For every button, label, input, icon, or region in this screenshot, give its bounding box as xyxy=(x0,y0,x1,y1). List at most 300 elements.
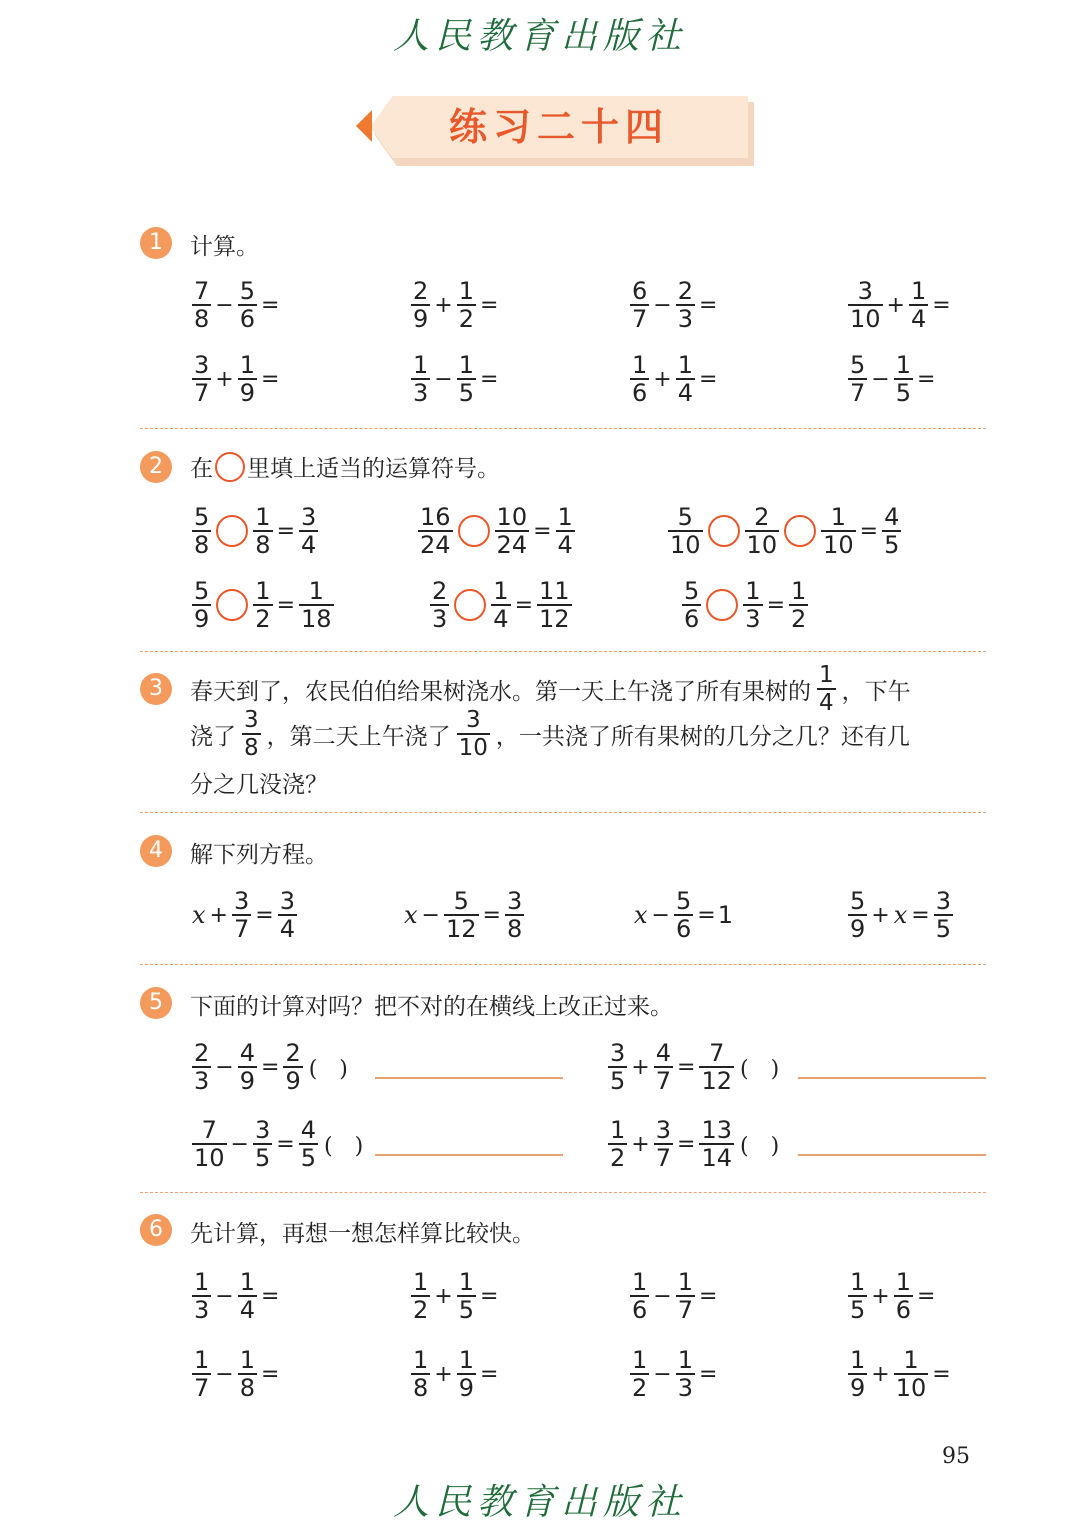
fraction xyxy=(745,504,780,558)
numerator: 1 xyxy=(458,1346,474,1374)
operator: + xyxy=(886,292,905,318)
operator: + xyxy=(871,1361,890,1387)
fraction xyxy=(537,578,572,632)
question-3-line-3: 分之几没浇？ xyxy=(190,772,328,798)
exercise-title-banner xyxy=(356,96,756,168)
calc-expression xyxy=(409,277,500,333)
operator: + xyxy=(871,902,890,928)
numerator: 2 xyxy=(432,577,448,605)
fraction xyxy=(253,1117,272,1171)
fraction xyxy=(894,352,913,406)
calc-expression xyxy=(190,1268,281,1324)
operator: − xyxy=(215,1054,234,1080)
operator: + xyxy=(434,1361,453,1387)
numerator: 3 xyxy=(506,887,523,915)
numerator: 3 xyxy=(254,1116,271,1144)
fraction xyxy=(654,1117,673,1171)
numerator: 1 xyxy=(413,1268,429,1296)
operator: = xyxy=(677,1054,696,1080)
operator: − xyxy=(215,1283,234,1309)
calc-expression xyxy=(409,1346,500,1402)
correction-line[interactable] xyxy=(798,1154,986,1156)
operator-circle-blank[interactable] xyxy=(458,515,490,547)
numerator: 5 xyxy=(194,577,210,605)
exercise-title: 练习二十四 xyxy=(448,104,669,149)
operator: = xyxy=(261,1054,280,1080)
fraction xyxy=(192,1347,211,1401)
operator: + xyxy=(631,1054,650,1080)
question-6-prompt: 先计算，再想一想怎样算比较快。 xyxy=(190,1221,535,1247)
operator: − xyxy=(651,902,670,928)
question-1-prompt: 计算。 xyxy=(190,234,259,260)
numerator: 1 xyxy=(850,1346,866,1374)
numerator: 1 xyxy=(895,1268,911,1296)
question-5-prompt: 下面的计算对吗？把不对的在横线上改正过来。 xyxy=(190,994,673,1020)
numerator: 3 xyxy=(194,351,210,379)
q3-text: 浇了 xyxy=(190,723,236,750)
denominator: 4 xyxy=(239,1296,255,1324)
operator-circle-blank[interactable] xyxy=(706,589,738,621)
correction-line[interactable] xyxy=(798,1077,986,1079)
operator: = xyxy=(533,518,552,544)
operator: = xyxy=(917,366,936,392)
denominator: 9 xyxy=(413,305,429,333)
q3-text: ，下午 xyxy=(841,678,911,705)
numerator: 1 xyxy=(632,351,648,379)
denominator: 10 xyxy=(458,735,488,761)
operator-circle-blank[interactable] xyxy=(454,589,486,621)
denominator: 5 xyxy=(895,379,911,407)
numerator: 1 xyxy=(458,351,474,379)
fraction xyxy=(192,504,211,558)
operator-circle-blank[interactable] xyxy=(784,515,816,547)
operator-fill-expression xyxy=(416,503,577,559)
fraction xyxy=(192,578,211,632)
numerator: 1 xyxy=(239,1346,255,1374)
operator-circle-blank[interactable] xyxy=(216,589,248,621)
operator: − xyxy=(215,1361,234,1387)
fraction xyxy=(608,1040,627,1094)
denominator: 2 xyxy=(255,605,271,633)
numerator: 7 xyxy=(709,1039,725,1067)
fraction xyxy=(699,1117,734,1171)
numerator: 2 xyxy=(677,277,693,305)
denominator: 4 xyxy=(301,531,317,559)
fraction xyxy=(676,278,695,332)
operator-fill-expression xyxy=(428,577,574,633)
operator: = xyxy=(480,292,499,318)
denominator: 5 xyxy=(610,1067,626,1095)
fraction xyxy=(238,352,257,406)
fraction xyxy=(676,352,695,406)
numerator: 1 xyxy=(413,1346,429,1374)
numerator: 5 xyxy=(239,277,255,305)
denominator: 4 xyxy=(677,379,693,407)
denominator: 8 xyxy=(239,1374,255,1402)
denominator: 7 xyxy=(850,379,866,407)
operator: + xyxy=(215,366,234,392)
question-3-line-2 xyxy=(190,707,910,761)
fraction xyxy=(495,504,530,558)
denominator: 10 xyxy=(746,531,778,559)
q3-text: ，第二天上午浇了 xyxy=(266,723,451,750)
denominator: 7 xyxy=(194,1374,210,1402)
question-number-2: 2 xyxy=(140,451,172,483)
denominator: 3 xyxy=(677,305,693,333)
operator: = xyxy=(482,902,501,928)
question-number-5: 5 xyxy=(140,987,172,1019)
denominator: 18 xyxy=(301,605,332,633)
section-divider xyxy=(140,1192,986,1193)
denominator: 8 xyxy=(194,531,210,559)
calc-expression xyxy=(846,351,937,407)
fraction xyxy=(232,888,251,942)
denominator: 12 xyxy=(445,915,477,943)
denominator: 10 xyxy=(823,531,854,559)
fraction xyxy=(253,504,272,558)
numerator: 1 xyxy=(745,577,761,605)
fraction xyxy=(630,278,649,332)
check-expression xyxy=(190,1039,352,1095)
fraction xyxy=(238,1269,257,1323)
numerator: 3 xyxy=(301,503,317,531)
numerator: 1 xyxy=(910,277,927,305)
fraction xyxy=(192,1269,211,1323)
denominator: 9 xyxy=(194,605,210,633)
fraction xyxy=(411,352,430,406)
denominator: 2 xyxy=(632,1374,648,1402)
fraction xyxy=(238,1040,257,1094)
denominator: 5 xyxy=(300,1144,316,1172)
numerator: 1 xyxy=(557,503,573,531)
numerator: 5 xyxy=(850,351,866,379)
check-expression xyxy=(190,1116,367,1172)
judgement-parentheses[interactable]: ( ) xyxy=(308,1056,348,1082)
denominator: 8 xyxy=(413,1374,429,1402)
operator-circle-blank[interactable] xyxy=(216,515,248,547)
operator: = xyxy=(917,1283,936,1309)
calc-expression xyxy=(190,1346,281,1402)
numerator: 1 xyxy=(850,1268,866,1296)
numerator: 1 xyxy=(239,1268,255,1296)
calc-expression xyxy=(846,1346,953,1402)
denominator: 6 xyxy=(895,1296,911,1324)
question-4-prompt: 解下列方程。 xyxy=(190,842,328,868)
numerator: 1 xyxy=(632,1346,648,1374)
denominator: 4 xyxy=(493,605,509,633)
denominator: 5 xyxy=(254,1144,271,1172)
numerator: 3 xyxy=(610,1039,626,1067)
correction-line[interactable] xyxy=(375,1154,563,1156)
calc-expression xyxy=(846,1268,937,1324)
denominator: 9 xyxy=(850,1374,866,1402)
fraction xyxy=(882,504,901,558)
operator: + xyxy=(631,1131,650,1157)
question-2-prompt-before: 在 xyxy=(190,456,213,482)
calc-expression xyxy=(409,1268,500,1324)
operator: + xyxy=(871,1283,890,1309)
operator: − xyxy=(215,292,234,318)
calc-expression xyxy=(190,277,281,333)
operator-fill-expression xyxy=(190,503,320,559)
fraction xyxy=(556,504,575,558)
denominator: 6 xyxy=(675,915,692,943)
numerator: 10 xyxy=(496,503,528,531)
numerator: 7 xyxy=(194,277,210,305)
variable-x: x xyxy=(634,901,648,929)
operator: − xyxy=(871,366,890,392)
fraction xyxy=(699,1040,734,1094)
denominator: 3 xyxy=(194,1296,210,1324)
denominator: 5 xyxy=(884,531,900,559)
equation xyxy=(846,887,955,943)
operator: = xyxy=(699,292,718,318)
variable-x: x xyxy=(404,901,418,929)
numerator: 4 xyxy=(239,1039,255,1067)
denominator: 5 xyxy=(850,1296,866,1324)
numerator: 1 xyxy=(819,662,834,688)
correction-line[interactable] xyxy=(375,1077,563,1079)
fraction xyxy=(411,278,430,332)
publisher-watermark-bottom: 人民教育出版社 xyxy=(392,1482,687,1523)
fraction xyxy=(676,1269,695,1323)
operator-fill-expression xyxy=(680,577,810,633)
operator: = xyxy=(480,1283,499,1309)
operator: = xyxy=(766,592,785,618)
operator: = xyxy=(261,1361,280,1387)
operator: = xyxy=(276,1131,295,1157)
operator: = xyxy=(261,366,280,392)
operator: = xyxy=(480,1361,499,1387)
denominator: 6 xyxy=(684,605,700,633)
denominator: 5 xyxy=(458,1296,474,1324)
operator: = xyxy=(276,592,295,618)
operator: + xyxy=(209,902,228,928)
numerator: 1 xyxy=(895,351,911,379)
numerator: 1 xyxy=(830,503,846,531)
section-divider xyxy=(140,428,986,429)
operator: = xyxy=(932,1361,951,1387)
question-number-6: 6 xyxy=(140,1214,172,1246)
numerator: 3 xyxy=(279,887,295,915)
fraction xyxy=(457,1269,476,1323)
numerator: 3 xyxy=(465,707,481,733)
numerator: 1 xyxy=(194,1268,210,1296)
fraction xyxy=(411,1269,430,1323)
fraction xyxy=(411,1347,430,1401)
denominator: 7 xyxy=(194,379,210,407)
q3-fraction xyxy=(242,707,261,761)
denominator: 2 xyxy=(791,605,807,633)
fraction xyxy=(457,278,476,332)
equation xyxy=(190,887,299,943)
equation xyxy=(402,887,526,943)
denominator: 9 xyxy=(285,1067,301,1095)
numerator: 5 xyxy=(850,887,866,915)
fraction xyxy=(630,352,649,406)
numerator: 2 xyxy=(413,277,429,305)
check-expression xyxy=(606,1039,783,1095)
numerator: 3 xyxy=(233,887,250,915)
fraction xyxy=(491,578,510,632)
operator: − xyxy=(434,366,453,392)
section-divider xyxy=(140,964,986,965)
denominator: 8 xyxy=(194,305,210,333)
numerator: 3 xyxy=(857,277,873,305)
denominator: 5 xyxy=(935,915,951,943)
result-value: 1 xyxy=(717,901,733,929)
variable-x: x xyxy=(192,901,206,929)
question-number-4: 4 xyxy=(140,835,172,867)
section-divider xyxy=(140,812,986,813)
fraction xyxy=(253,578,272,632)
section-divider xyxy=(140,651,986,652)
q3-fraction xyxy=(457,707,490,761)
numerator: 5 xyxy=(453,887,469,915)
numerator: 4 xyxy=(884,503,900,531)
numerator: 5 xyxy=(684,577,700,605)
denominator: 14 xyxy=(701,1144,732,1172)
fraction xyxy=(934,888,953,942)
numerator: 1 xyxy=(413,351,429,379)
fraction xyxy=(299,504,318,558)
numerator: 4 xyxy=(655,1039,671,1067)
operator-circle-blank[interactable] xyxy=(708,515,740,547)
fraction xyxy=(430,578,449,632)
page-number: 95 xyxy=(942,1444,970,1469)
fraction xyxy=(238,278,257,332)
numerator: 1 xyxy=(610,1116,626,1144)
operator: = xyxy=(699,366,718,392)
operator: + xyxy=(434,292,453,318)
fraction xyxy=(630,1347,649,1401)
numerator: 1 xyxy=(239,351,255,379)
numerator: 2 xyxy=(285,1039,301,1067)
denominator: 6 xyxy=(632,1296,648,1324)
fraction xyxy=(505,888,524,942)
denominator: 12 xyxy=(701,1067,732,1095)
numerator: 1 xyxy=(632,1268,648,1296)
denominator: 3 xyxy=(194,1067,210,1095)
numerator: 2 xyxy=(194,1039,210,1067)
fraction xyxy=(848,888,867,942)
operator: = xyxy=(699,1283,718,1309)
denominator: 12 xyxy=(539,605,570,633)
numerator: 1 xyxy=(255,577,271,605)
numerator: 1 xyxy=(677,351,693,379)
denominator: 2 xyxy=(458,305,474,333)
equation xyxy=(632,887,733,943)
denominator: 6 xyxy=(632,379,648,407)
denominator: 2 xyxy=(413,1296,429,1324)
numerator: 1 xyxy=(677,1268,693,1296)
fraction xyxy=(676,1347,695,1401)
numerator: 1 xyxy=(308,577,324,605)
operator: − xyxy=(653,1361,672,1387)
calc-expression xyxy=(190,351,281,407)
fraction xyxy=(848,1269,867,1323)
denominator: 8 xyxy=(244,735,259,761)
circle-blank-icon xyxy=(215,452,245,482)
operator: = xyxy=(255,902,274,928)
operator: = xyxy=(514,592,533,618)
fraction xyxy=(608,1117,627,1171)
calc-expression xyxy=(628,351,719,407)
judgement-parentheses[interactable]: ( ) xyxy=(739,1056,780,1082)
denominator: 7 xyxy=(632,305,648,333)
numerator: 1 xyxy=(903,1346,919,1374)
calc-expression xyxy=(409,351,500,407)
q3-text: ，一共浇了所有果树的几分之几？还有几 xyxy=(495,723,910,750)
numerator: 1 xyxy=(194,1346,210,1374)
operator: = xyxy=(699,1361,718,1387)
denominator: 10 xyxy=(850,305,881,333)
denominator: 4 xyxy=(819,690,834,716)
fraction xyxy=(299,1117,318,1171)
variable-x: x xyxy=(893,901,908,929)
denominator: 4 xyxy=(279,915,295,943)
fraction xyxy=(238,1347,257,1401)
fraction xyxy=(909,278,928,332)
numerator: 11 xyxy=(539,577,570,605)
denominator: 4 xyxy=(910,305,927,333)
fraction xyxy=(682,578,701,632)
denominator: 7 xyxy=(233,915,250,943)
denominator: 3 xyxy=(677,1374,693,1402)
fraction xyxy=(444,888,479,942)
operator-fill-expression xyxy=(666,503,903,559)
operator: = xyxy=(697,902,716,928)
operator: = xyxy=(911,902,930,928)
numerator: 16 xyxy=(420,503,451,531)
numerator: 5 xyxy=(675,887,692,915)
numerator: 3 xyxy=(935,887,951,915)
calc-expression xyxy=(628,277,719,333)
fraction xyxy=(848,1347,867,1401)
denominator: 9 xyxy=(850,915,866,943)
denominator: 3 xyxy=(432,605,448,633)
operator: = xyxy=(859,518,879,544)
denominator: 7 xyxy=(655,1067,671,1095)
numerator: 1 xyxy=(255,503,271,531)
fraction xyxy=(821,504,856,558)
fraction xyxy=(192,1040,211,1094)
numerator: 1 xyxy=(458,1268,474,1296)
operator: − xyxy=(653,1283,672,1309)
denominator: 2 xyxy=(610,1144,626,1172)
denominator: 7 xyxy=(677,1296,693,1324)
denominator: 9 xyxy=(458,1374,474,1402)
denominator: 4 xyxy=(557,531,573,559)
numerator: 2 xyxy=(754,503,770,531)
denominator: 9 xyxy=(239,379,255,407)
fraction xyxy=(894,1347,929,1401)
question-2-prompt-after: 里填上适当的运算符号。 xyxy=(247,456,500,482)
operator: + xyxy=(653,366,672,392)
operator: = xyxy=(261,1283,280,1309)
fraction xyxy=(674,888,693,942)
judgement-parentheses[interactable]: ( ) xyxy=(739,1133,780,1159)
question-number-1: 1 xyxy=(140,227,172,259)
q3-text: 春天到了，农民伯伯给果树浇水。第一天上午浇了所有果树的 xyxy=(190,678,811,705)
question-number-3: 3 xyxy=(140,673,172,705)
fraction xyxy=(630,1269,649,1323)
judgement-parentheses[interactable]: ( ) xyxy=(323,1133,364,1159)
check-expression xyxy=(606,1116,783,1172)
denominator: 10 xyxy=(194,1144,225,1172)
fraction xyxy=(789,578,808,632)
denominator: 9 xyxy=(239,1067,255,1095)
